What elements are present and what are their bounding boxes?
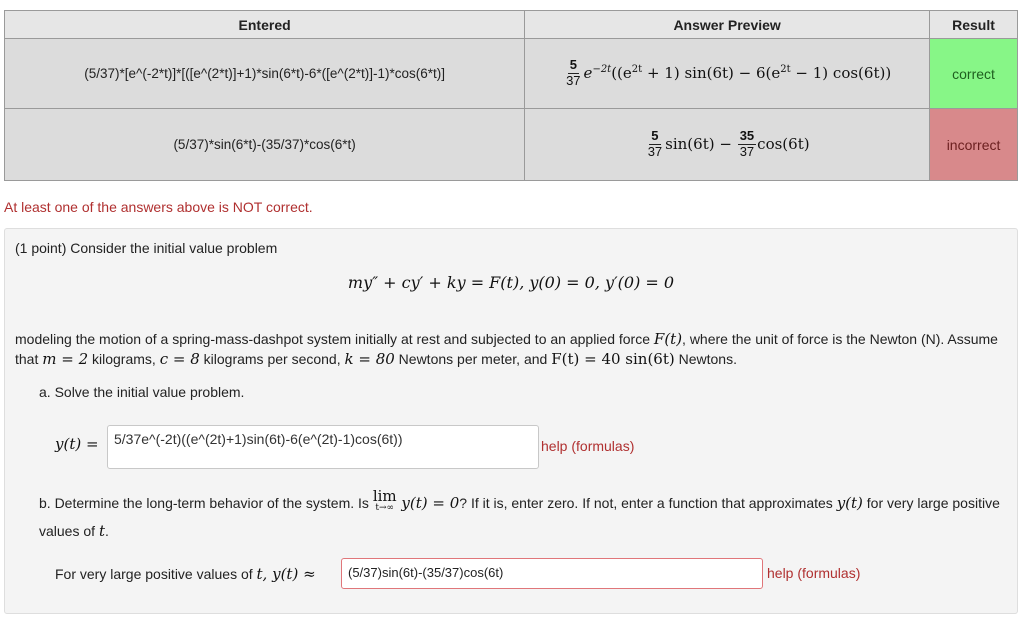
header-answer-preview: Answer Preview (525, 11, 930, 39)
answer-preview-math: $\frac{5}{37}$ sin(6t) − $\frac{35}{37}$ cos(6t) (647, 128, 810, 159)
part-a-prompt: a. Solve the initial value problem. (39, 384, 245, 400)
answer-preview-math: $\frac{5}{37}$ $e^{-2t}((e^{2t} + 1) \sin(6t) - 6(e^{2t} - 1)$ cos(6t)) (566, 57, 892, 88)
preview-fraction: $\frac{5}{37}$ (647, 128, 663, 159)
preview-fraction: $\frac{5}{37}$ (566, 57, 581, 88)
problem-description: modeling the motion of a spring-mass-dashpot system initially at rest and subjected to an applied force F(t), where the unit of force is the Newton (N). Assume that m = 2 kilograms, c = 8 kilograms per second, k = 80 Newtons per meter, and F(t) = 40 sin(6t) Newtons. (15, 330, 998, 368)
help-formulas-link[interactable]: help (formulas) (541, 438, 635, 454)
help-formulas-link[interactable]: help (formulas) (767, 565, 861, 581)
entered-cell: (5/37)*[e^(-2*t)]*[([e^(2*t)]+1)*sin(6*t)-6*([e^(2*t)]-1)*cos(6*t)] (5, 39, 525, 109)
problem-panel (4, 228, 1018, 614)
warning-message: At least one of the answers above is NOT correct. (4, 199, 313, 215)
limit-expression: lim t→∞ (372, 487, 397, 513)
results-header-row (5, 11, 1018, 39)
result-incorrect-cell: incorrect (930, 109, 1018, 181)
answer-a-input[interactable]: 5/37e^(-2t)((e^(2t)+1)sin(6t)-6(e^(2t)-1)cos(6t)) (107, 425, 539, 469)
result-correct-cell: correct (930, 39, 1018, 109)
part-b-prompt: b. Determine the long-term behavior of the system. Is lim t→∞ y(t) = 0? If it is, enter zero. If not, enter a function that approximates y(t) for very large positive values of t. (39, 487, 1000, 540)
answer-b-label: For very large positive values of t, y(t) ≈ (55, 565, 316, 583)
result-row (5, 109, 1018, 181)
preview-fraction: $\frac{35}{37}$ (739, 128, 755, 159)
problem-intro: (1 point) Consider the initial value problem (15, 240, 278, 256)
ivp-equation: my″ + cy′ + ky = F(t), y(0) = 0, y′(0) = 0 (347, 273, 675, 292)
results-table (4, 10, 1018, 181)
answer-b-input[interactable]: (5/37)sin(6t)-(35/37)cos(6t) (341, 558, 763, 589)
y-label: y(t) = (55, 435, 99, 453)
result-row (5, 39, 1018, 109)
header-entered: Entered (5, 11, 525, 39)
header-result: Result (930, 11, 1018, 39)
answer-preview-cell (525, 39, 930, 109)
answer-preview-cell (525, 109, 930, 181)
entered-cell: (5/37)*sin(6*t)-(35/37)*cos(6*t) (5, 109, 525, 181)
